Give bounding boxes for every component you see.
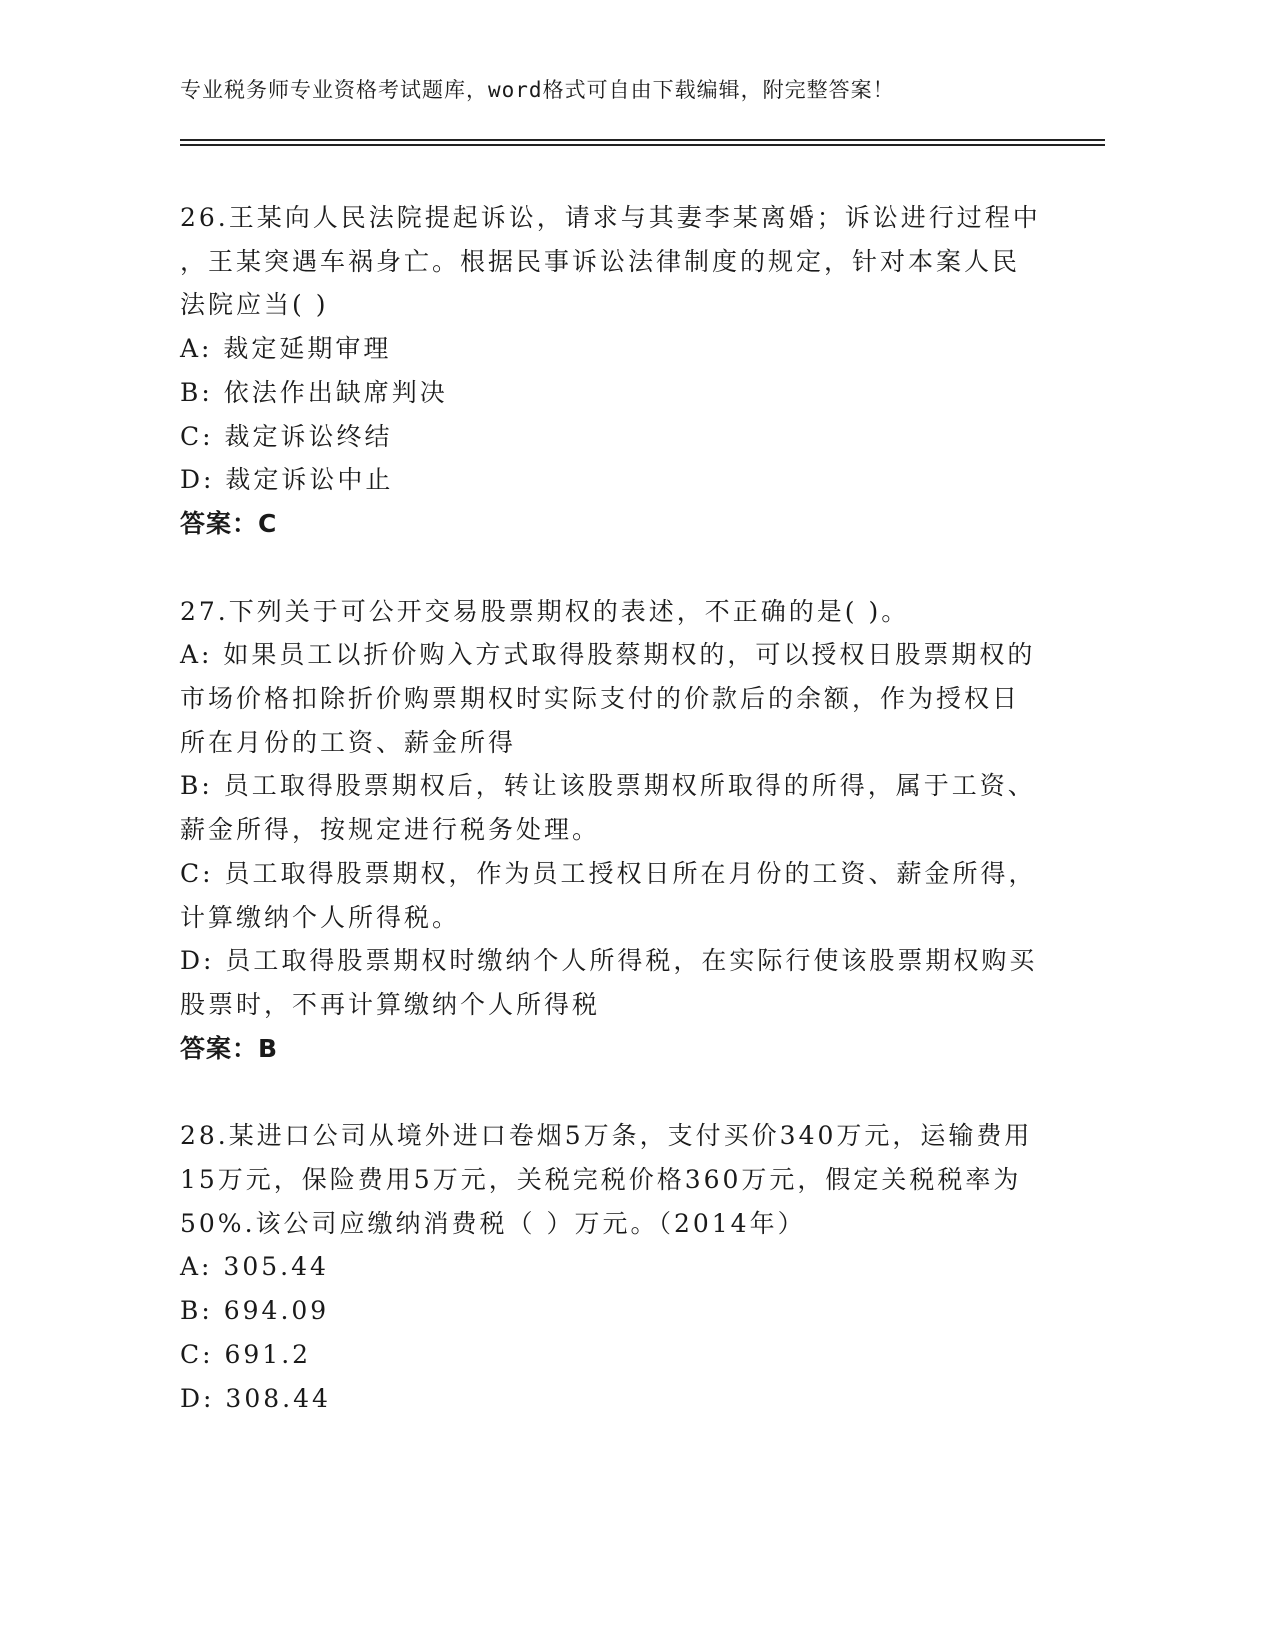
answer-option-line: 薪金所得，按规定进行税务处理。 [180,815,601,845]
answer-option-line: B: 依法作出缺席判决 [180,377,448,407]
answer-option-line: A: 如果员工以折价购入方式取得股蔡期权的，可以授权日股票期权的 [180,640,1036,670]
question-stem-line: 15万元，保险费用5万元，关税完税价格360万元，假定关税税率为 [180,1165,1022,1195]
answer-option [180,852,1040,939]
answer-option-line: C: 裁定诉讼终结 [180,421,393,451]
answer-option [180,764,1040,851]
answer-option-line: 股票时，不再计算缴纳个人所得税 [180,989,601,1019]
answer-option-line: D: 308.44 [180,1383,331,1413]
answer-option-line: 所在月份的工资、薪金所得 [180,727,517,757]
answer-option-line: A: 305.44 [180,1252,329,1282]
question-stem-line: 28.某进口公司从境外进口卷烟5万条，支付买价340万元，运输费用 [180,1121,1033,1151]
answer-option-line: D: 员工取得股票期权时缴纳个人所得税，在实际行使该股票期权购买 [180,946,1038,976]
question-stem-line: 法院应当( ) [180,290,329,320]
answer-key: 答案：B [180,1033,279,1063]
answer-option [180,1377,1040,1421]
question-stem-line: 27.下列关于可公开交易股票期权的表述，不正确的是( )。 [180,596,910,626]
page-header-text: 专业税务师专业资格考试题库，word格式可自由下载编辑，附完整答案！ [180,78,895,102]
answer-option-line: B: 694.09 [180,1296,330,1326]
answer-option [180,1289,1040,1333]
question-list [180,196,1040,1464]
answer-option [180,1333,1040,1377]
question-block [180,196,1040,546]
answer-option [180,415,1040,459]
question-block [180,590,1040,1071]
answer-option [180,633,1040,764]
answer-option [180,371,1040,415]
answer-option-line: C: 员工取得股票期权，作为员工授权日所在月份的工资、薪金所得， [180,858,1037,888]
answer-option [180,1245,1040,1289]
question-stem-line: 26.王某向人民法院提起诉讼，请求与其妻李某离婚；诉讼进行过程中 [180,203,1041,232]
answer-option-line: D: 裁定诉讼中止 [180,465,394,495]
answer-option [180,939,1040,1026]
answer-option [180,327,1040,371]
answer-key: 答案：C [180,508,278,538]
question-block [180,1114,1040,1420]
header-rule-top [180,139,1105,141]
answer-option-line: A: 裁定延期审理 [180,334,392,364]
header-rule-bottom [180,144,1105,146]
answer-option-line: C: 691.2 [180,1339,312,1369]
answer-option [180,458,1040,502]
question-stem-line: ，王某突遇车祸身亡。根据民事诉讼法律制度的规定，针对本案人民 [180,246,1021,276]
answer-option-line: 计算缴纳个人所得税。 [180,902,461,932]
question-stem-line: 50%.该公司应缴纳消费税（ ）万元。（2014年） [180,1208,806,1238]
answer-option-line: 市场价格扣除折价购票期权时实际支付的价款后的余额，作为授权日 [180,684,1021,714]
answer-option-line: B: 员工取得股票期权后，转让该股票期权所取得的所得，属于工资、 [180,771,1036,801]
